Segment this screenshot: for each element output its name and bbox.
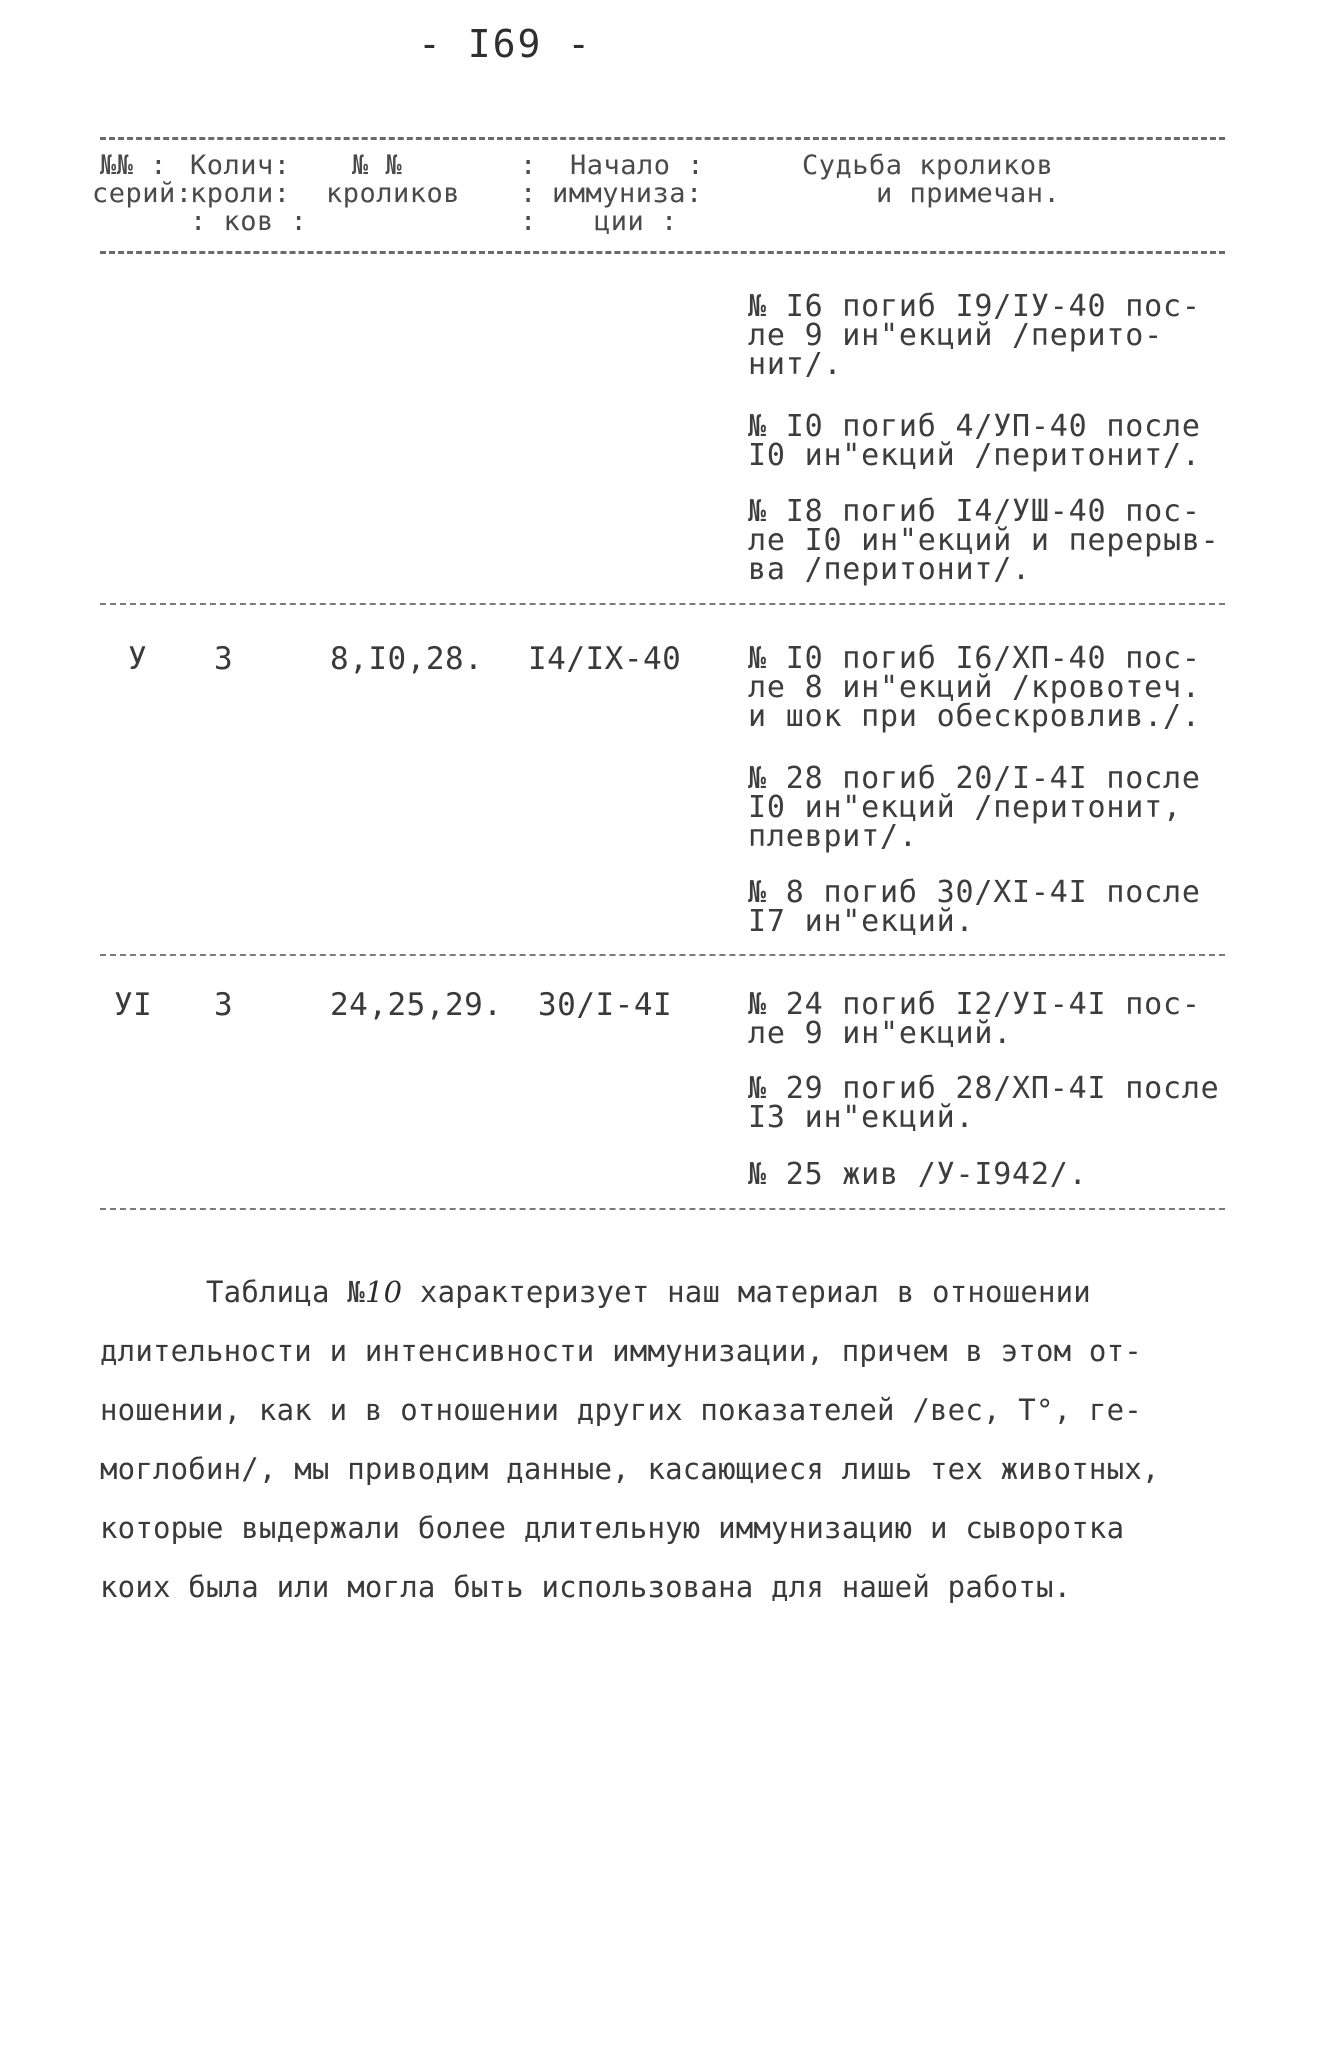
table-bottom-rule [100,1208,1225,1210]
header-count-line1: Колич: [190,150,291,181]
paragraph-line: длительности и интенсивности иммунизации, причем в этом от- [100,1334,1142,1368]
note-line: I0 ин"екций /перитонит, [748,790,1182,825]
note-line: № 25 жив /У-I942/. [748,1157,1088,1192]
handwritten-number: 10 [364,1275,403,1309]
note-line: № I0 погиб I6/XП-40 пос- [748,641,1201,676]
header-sep-line1: : [520,150,537,181]
header-sep-line2: : [520,178,537,209]
note-line: № 24 погиб I2/УI-4I пос- [748,987,1201,1022]
header-sep-line3: : [520,206,537,237]
paragraph-line: коих была или могла быть использована для нашей работы. [100,1570,1072,1604]
start-cell: I4/IX-40 [528,641,682,677]
header-series-line1: №№ : [100,150,168,181]
row-separator [100,954,1225,956]
series-cell: У [128,641,148,677]
note-line: I0 ин"екций /перитонит/. [748,438,1201,473]
series-cell: УI [114,987,153,1023]
paragraph-line: моглобин/, мы приводим данные, касающиеся лишь тех животных, [100,1452,1160,1486]
note-line: № I8 погиб I4/УШ-40 пос- [748,494,1201,529]
note-line: и шок при обескровлив./. [748,699,1201,734]
start-cell: 30/I-4I [538,987,673,1023]
page-number: - I69 - [418,22,593,66]
note-line: плеврит/. [748,819,918,854]
count-cell: 3 [214,641,234,677]
note-line: № 29 погиб 28/XП-4I после [748,1071,1220,1106]
header-start-line2: иммуниза: [552,178,703,209]
note-line: № I6 погиб I9/IУ-40 пос- [748,289,1201,324]
rabbits-cell: 8,I0,28. [330,641,484,677]
note-line: № 28 погиб 20/I-4I после [748,761,1201,796]
header-rabbits-line1: № № [352,150,403,181]
header-count-line3: : ков : [190,206,308,237]
note-line: I7 ин"екций. [748,904,975,939]
paragraph-line-1-rest: характеризует наш материал в отношении [402,1275,1091,1309]
note-line: I3 ин"екций. [748,1100,975,1135]
note-line: № I0 погиб 4/УП-40 после [748,409,1201,444]
note-line: ле I0 ин"екций и перерыв- [748,523,1220,558]
paragraph-lead: Таблица № [206,1275,365,1309]
table-header-rule [100,251,1225,254]
rabbits-cell: 24,25,29. [330,987,503,1023]
header-series-line2: серий: [92,178,193,209]
note-line: ва /перитонит/. [748,552,1031,587]
paragraph-line: которые выдержали более длительную иммунизацию и сыворотка [100,1511,1125,1545]
header-fate-line1: Судьба кроликов [802,150,1054,181]
paragraph-line: ношении, как и в отношении других показателей /вес, Т°, ге- [100,1393,1142,1427]
header-rabbits-line2: кроликов [326,178,461,209]
note-line: ле 9 ин"екций /перито- [748,318,1163,353]
header-fate-line2: и примечан. [876,178,1061,209]
header-start-line3: ции : [594,206,678,237]
note-line: ле 8 ин"екций /кровотеч. [748,670,1201,705]
note-line: нит/. [748,347,843,382]
paragraph-line [206,1275,1091,1309]
note-line: ле 9 ин"екций. [748,1016,1013,1051]
count-cell: 3 [214,987,234,1023]
note-line: № 8 погиб 30/XI-4I после [748,875,1201,910]
header-start-line1: Начало : [570,150,705,181]
header-count-line2: кроли: [190,178,291,209]
row-separator [100,603,1225,605]
table-top-rule [100,137,1225,140]
